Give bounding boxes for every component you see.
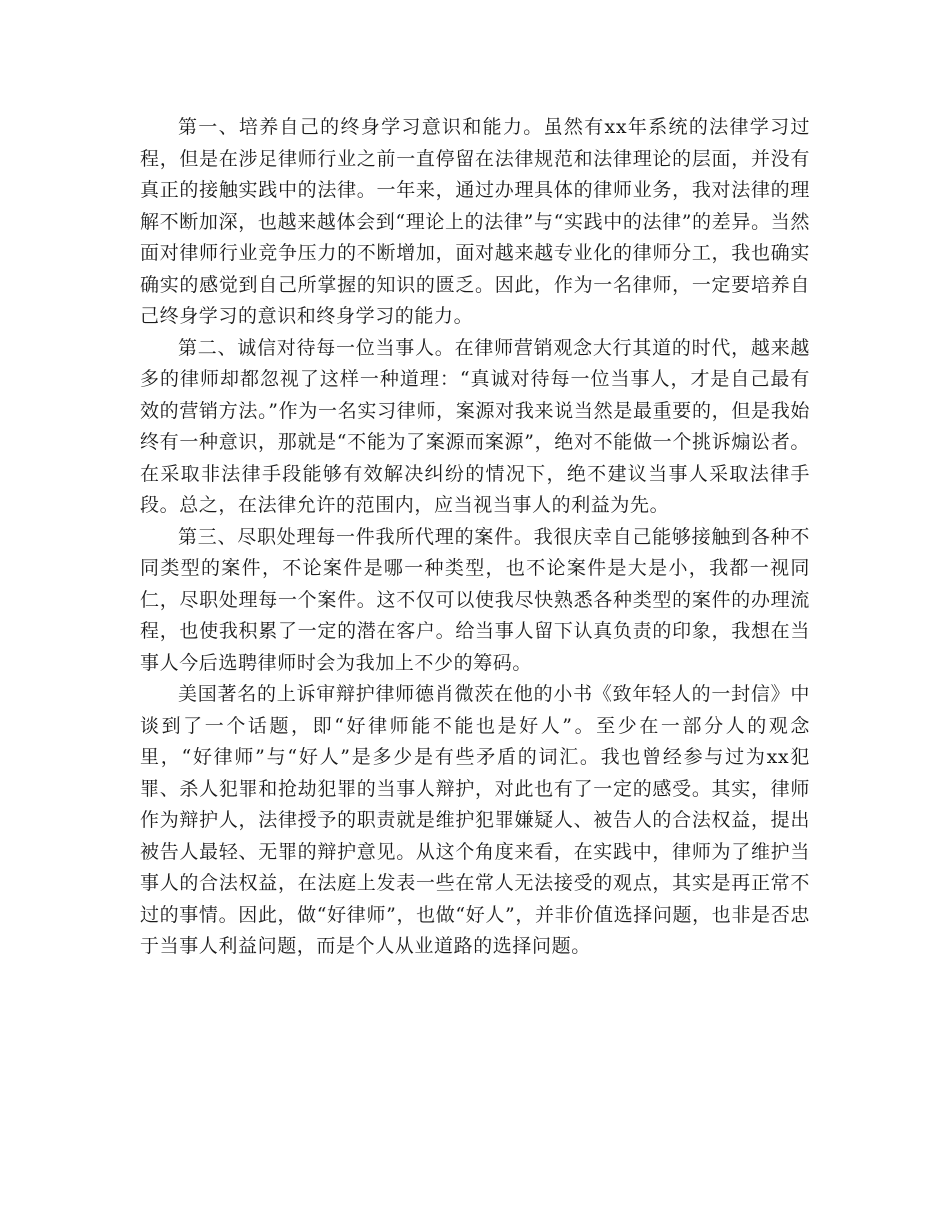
paragraph-good-lawyer-good-person: 美国著名的上诉审辩护律师德肖微茨在他的小书《致年轻人的一封信》中谈到了一个话题，即“好律师能不能也是好人”。至少在一部分人的观念里，“好律师”与“好人”是多少是有些矛盾的词汇。我也曾经参与过为xx犯罪、杀人犯罪和抢劫犯罪的当事人辩护，对此也有了一定的感受。其实，律师作为辩护人，法律授予的职责就是维护犯罪嫌疑人、被告人的合法权益，提出被告人最轻、无罪的辩护意见。从这个角度来看，在实践中，律师为了维护当事人的合法权益，在法庭上发表一些在常人无法接受的观点，其实是再正常不过的事情。因此，做“好律师”，也做“好人”，并非价值选择问题，也非是否忠于当事人利益问题，而是个人从业道路的选择问题。 — [140, 683, 810, 957]
document-body — [140, 112, 810, 963]
paragraph-integrity: 第二、诚信对待每一位当事人。在律师营销观念大行其道的时代，越来越多的律师却都忽视了这样一种道理：“真诚对待每一位当事人，才是自己最有效的营销方法。”作为一名实习律师，案源对我来说当然是最重要的，但是我始终有一种意识，那就是“不能为了案源而案源”，绝对不能做一个挑诉煽讼者。在采取非法律手段能够有效解决纠纷的情况下，绝不建议当事人采取法律手段。总之，在法律允许的范围内，应当视当事人的利益为先。 — [140, 336, 810, 516]
paragraph-lifelong-learning: 第一、培养自己的终身学习意识和能力。虽然有xx年系统的法律学习过程，但是在涉足律师行业之前一直停留在法律规范和法律理论的层面，并没有真正的接触实践中的法律。一年来，通过办理具体的律师业务，我对法律的理解不断加深，也越来越体会到“理论上的法律”与“实践中的法律”的差异。当然面对律师行业竞争压力的不断增加，面对越来越专业化的律师分工，我也确实确实的感觉到自己所掌握的知识的匮乏。因此，作为一名律师，一定要培养自己终身学习的意识和终身学习的能力。 — [140, 116, 810, 327]
paragraph-due-diligence: 第三、尽职处理每一件我所代理的案件。我很庆幸自己能够接触到各种不同类型的案件，不论案件是哪一种类型，也不论案件是大是小，我都一视同仁，尽职处理每一个案件。这不仅可以使我尽快熟悉各种类型的案件的办理流程，也使我积累了一定的潜在客户。给当事人留下认真负责的印象，我想在当事人今后选聘律师时会为我加上不少的筹码。 — [140, 525, 810, 674]
